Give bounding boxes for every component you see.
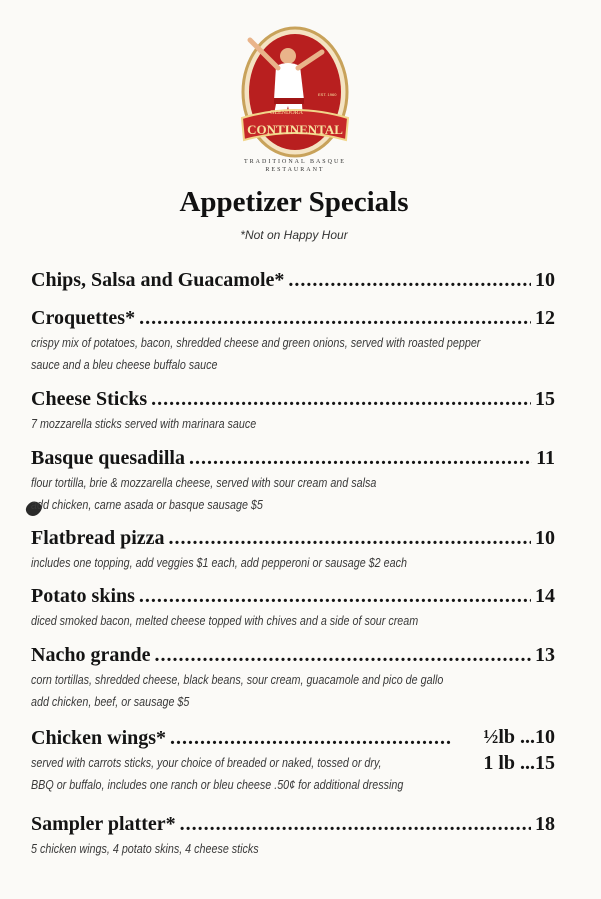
price-full-lb: 1 lb ...15 [483,752,555,774]
item-price: 15 [535,388,555,410]
item-name: Sampler platter* [31,813,176,835]
menu-item [31,304,555,376]
item-price: 13 [535,644,555,666]
menu-item [31,724,555,796]
item-description: sauce and a bleu cheese buffalo sauce [31,358,218,372]
svg-text:CONTINENTAL: CONTINENTAL [247,122,343,137]
menu-item [31,524,555,574]
svg-text:GLENDORA: GLENDORA [270,110,303,116]
item-price: 11 [536,447,555,469]
svg-text:EST. 1960: EST. 1960 [318,92,337,97]
price-half-lb: ½lb ...10 [483,726,555,748]
dot-leader [151,385,531,413]
page-subtitle: *Not on Happy Hour [240,228,348,242]
dot-leader [139,582,531,610]
item-description: served with carrots sticks, your choice of breaded or naked, tossed or dry, [31,756,382,770]
item-description: flour tortilla, brie & mozzarella cheese, served with sour cream and salsa [31,476,377,490]
item-price: 12 [535,307,555,329]
menu-item [31,810,555,860]
item-price: 18 [535,813,555,835]
dot-leader [180,810,531,838]
item-name: Chicken wings* [31,727,167,749]
dot-leader [189,444,532,472]
dot-leader [170,724,451,752]
menu-item [31,266,555,294]
item-name: Chips, Salsa and Guacamole* [31,269,285,291]
item-name: Basque quesadilla [31,447,185,469]
item-name: Cheese Sticks [31,388,148,410]
item-description: includes one topping, add veggies $1 each, add pepperoni or sausage $2 each [31,556,407,570]
menu-item [31,582,555,632]
item-description: 7 mozzarella sticks served with marinara sauce [31,417,257,431]
tagline-line1: TRADITIONAL BASQUE [244,159,346,165]
dot-leader [154,641,531,669]
item-description: add chicken, carne asada or basque sausage $5 [31,498,263,512]
item-name: Nacho grande [31,644,151,666]
dot-leader [288,266,531,294]
item-description: 5 chicken wings, 4 potato skins, 4 cheese sticks [31,842,259,856]
menu-item [31,385,555,435]
item-description: crispy mix of potatoes, bacon, shredded cheese and green onions, served with roasted pepper [31,336,481,350]
item-name: Flatbread pizza [31,527,165,549]
item-price: 14 [535,585,555,607]
item-price: 10 [535,527,555,549]
tagline-line2: RESTAURANT [265,167,325,173]
item-description: corn tortillas, shredded cheese, black beans, sour cream, guacamole and pico de gallo [31,673,444,687]
item-name: Potato skins [31,585,135,607]
dot-leader [169,524,531,552]
item-description: diced smoked bacon, melted cheese topped with chives and a side of sour cream [31,614,419,628]
item-name: Croquettes* [31,307,136,329]
dot-leader [139,304,531,332]
item-description: BBQ or buffalo, includes one ranch or bleu cheese .50¢ for additional dressing [31,778,404,792]
page-title: Appetizer Specials [179,186,409,218]
logo-tagline [226,158,364,174]
item-description: add chicken, beef, or sausage $5 [31,695,190,709]
item-price: 10 [535,269,555,291]
menu-item [31,444,555,516]
menu-item [31,641,555,713]
